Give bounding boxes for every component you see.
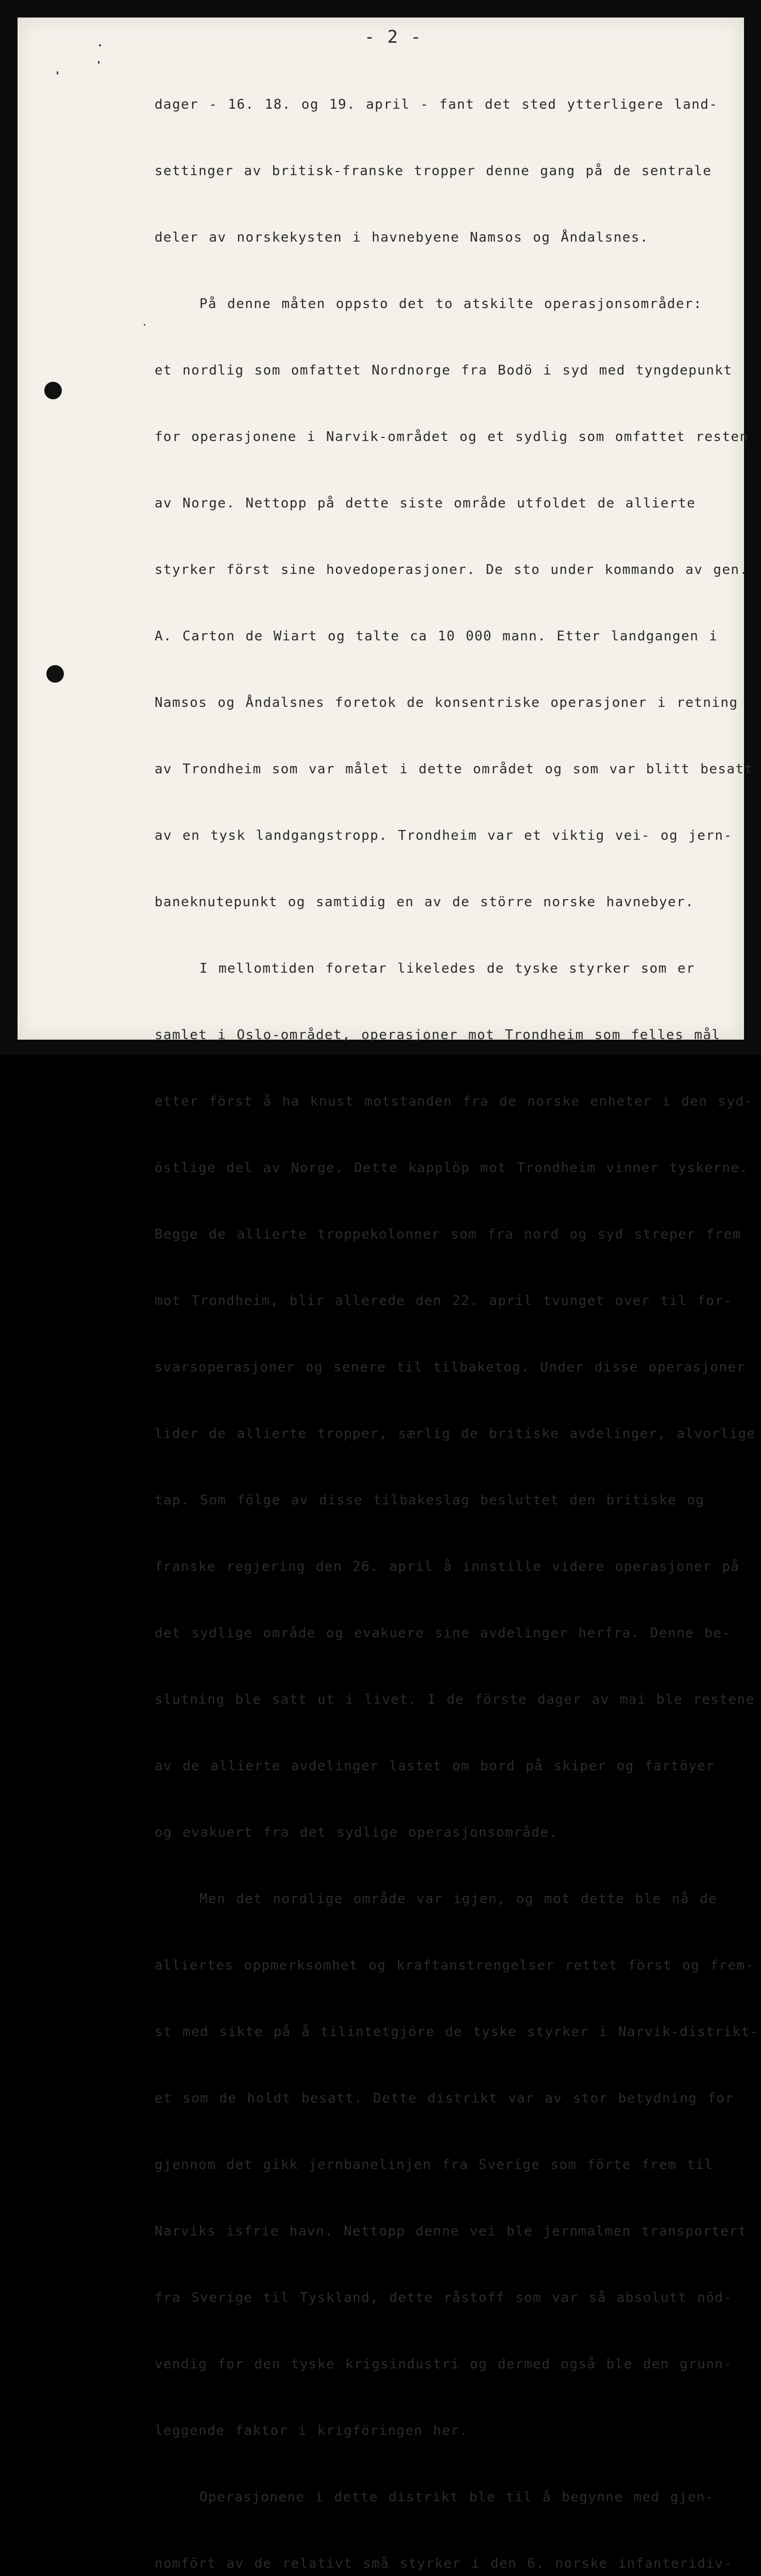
punch-hole <box>44 382 62 399</box>
text-line: baneknutepunkt og samtidig en av de större norske havnebyer. <box>155 894 695 910</box>
text-line: av Trondheim som var målet i dette området og som var blitt besatt <box>155 761 753 777</box>
text-line: Begge de allierte troppekolonner som fra nord og syd streper frem <box>155 1227 741 1242</box>
text-line: franske regjering den 26. april å innstille videre operasjoner på <box>155 1559 740 1574</box>
text-line: tap. Som fölge av disse tilbakeslag besluttet den britiske og <box>155 1493 705 1508</box>
punch-hole <box>46 665 64 683</box>
text-line: mot Trondheim, blir allerede den 22. april tvunget over til for- <box>155 1293 733 1309</box>
text-line: et nordlig som omfattet Nordnorge fra Bodö i syd med tyngdepunkt <box>155 363 733 378</box>
text-line: av en tysk landgangstropp. Trondheim var et viktig vei- og jern- <box>155 828 733 843</box>
text-line: På denne måten oppsto det to atskilte operasjonsområder: <box>199 296 702 312</box>
text-line: fra Sverige til Tyskland, dette råstoff som var så absolutt nöd- <box>155 2290 733 2306</box>
document-page <box>18 18 759 2571</box>
text-line: lider de allierte tropper, særlig de britiske avdelinger, alvorlige <box>155 1426 756 1442</box>
text-line: vendig for den tyske krigsindustri og dermed også ble den grunn- <box>155 2357 733 2372</box>
text-line: av Norge. Nettopp på dette siste område utfoldet de allierte <box>155 496 696 511</box>
text-line: nomfört av de relativt små styrker i den 6. norske infanteridiv- <box>155 2556 733 2571</box>
text-line: A. Carton de Wiart og talte ca 10 000 mann. Etter landgangen i <box>155 629 718 644</box>
text-line: gjennom det gikk jernbanelinjen fra Sverige som förte frem til <box>155 2157 714 2173</box>
ink-speck <box>144 324 145 326</box>
text-line: og evakuert fra det sydlige operasjonsområde. <box>155 1825 558 1840</box>
text-line: Operasjonene i dette distrikt ble til å begynne med gjen- <box>199 2489 715 2505</box>
ink-speck <box>99 44 101 46</box>
text-line: styrker först sine hovedoperasjoner. De sto under kommando av gen. <box>155 562 749 578</box>
text-line: deler av norskekysten i havnebyene Namsos og Åndalsnes. <box>155 230 649 245</box>
text-line: Namsos og Åndalsnes foretok de konsentriske operasjoner i retning <box>155 695 738 710</box>
text-line: Men det nordlige område var igjen, og mot dette ble nå de <box>199 1891 718 1907</box>
text-line: settinger av britisk-franske tropper denne gang på de sentrale <box>155 163 712 179</box>
text-line: et som de holdt besatt. Dette distrikt var av stor betydning for <box>155 2091 734 2106</box>
text-line: alliertes oppmerksomhet og kraftanstrengelser rettet först og frem- <box>155 1958 754 1973</box>
text-line: slutning ble satt ut i livet. I de förste dager av mai ble restene <box>155 1692 755 1707</box>
text-line: leggende faktor i krigföringen her. <box>155 2423 468 2438</box>
text-line: I mellomtiden foretar likeledes de tyske styrker som er <box>199 961 695 976</box>
text-line: östlige del av Norge. Dette kapplöp mot Trondheim vinner tyskerne. <box>155 1160 749 1176</box>
text-line: st med sikte på å tilintetgjöre de tyske styrker i Narvik-distrikt- <box>155 2024 759 2040</box>
typewritten-body <box>155 49 759 2576</box>
text-line: etter först å ha knust motstanden fra de norske enheter i den syd- <box>155 1094 753 1109</box>
text-line: for operasjonene i Narvik-området og et sydlig som omfattet resten <box>155 429 749 445</box>
text-line: av de allierte avdelinger lastet om bord på skiper og fartöyer <box>155 1758 715 1774</box>
text-line: Narviks isfrie havn. Nettopp denne vei ble jernmalmen transportert <box>155 2224 747 2239</box>
text-line: dager - 16. 18. og 19. april - fant det sted ytterligere land- <box>155 97 718 112</box>
text-line: svarsoperasjoner og senere til tilbaketog. Under disse operasjoner <box>155 1360 746 1375</box>
text-line: det sydlige område og evakuere sine avdelinger herfra. Denne be- <box>155 1625 731 1641</box>
ink-speck <box>98 61 99 64</box>
text-line: samlet i Oslo-området, operasjoner mot Trondheim som felles mål <box>155 1027 721 1043</box>
ink-speck <box>57 71 58 75</box>
page-number: - 2 - <box>364 27 422 47</box>
